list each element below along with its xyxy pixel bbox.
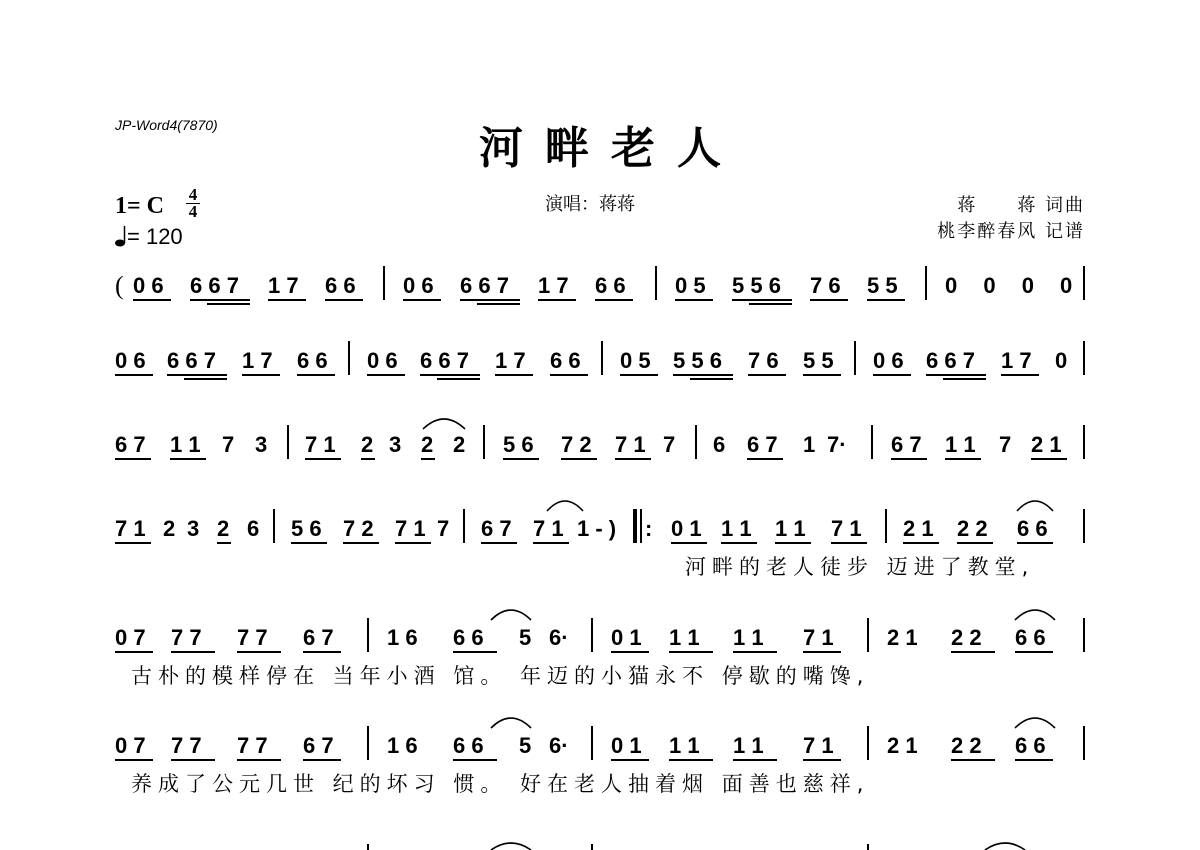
note-group: 0 5 <box>620 348 651 373</box>
note-group: 6 7 <box>303 733 334 758</box>
note-group: 1 <box>803 432 816 457</box>
score-row-6 <box>115 722 1085 796</box>
note-group: 7 1 <box>115 516 146 541</box>
slur-icon <box>543 493 587 513</box>
note-group: 6 6 <box>550 348 581 373</box>
note-group: 6 7 <box>891 432 922 457</box>
note-group: 1 1 <box>945 432 976 457</box>
note-group: 6 6 <box>1015 733 1046 758</box>
note-group: 7 6 <box>810 273 841 298</box>
note-group: 6 6 <box>453 733 484 758</box>
note-group: 6 6 <box>453 625 484 650</box>
note-group: 3 <box>389 432 402 457</box>
score-row-7 <box>115 838 1085 850</box>
note-group: 1 1 <box>170 432 201 457</box>
note-group: 2 1 <box>903 516 934 541</box>
slur-icon <box>487 602 535 622</box>
note-group: 7 1 <box>395 516 426 541</box>
note-group: 0 6 <box>367 348 398 373</box>
note-group: 0 6 <box>133 273 164 298</box>
score-row-4: 7 1 2 3 2 6 5 6 7 2 7 1 7 6 7 7 1 1 - ) : 0 1 1 1 1 1 7 1 2 1 2 2 6 6 河畔的老人徒步 迈进了教堂, <box>115 505 1085 553</box>
note-group: 6 6 <box>1015 625 1046 650</box>
lyric-line: 河畔的老人徒步 迈进了教堂, <box>685 555 1035 579</box>
slur-icon <box>1011 602 1059 622</box>
note-group: 7 6 <box>748 348 779 373</box>
note-group: 6 6 <box>297 348 328 373</box>
lyricist-composer: 蒋 蒋 词曲 <box>957 195 1085 216</box>
note-group: 0 6 <box>115 348 146 373</box>
note-group: 1 1 <box>733 625 764 650</box>
note-group: 7 2 <box>561 432 592 457</box>
note-group: 5 5 6 <box>673 348 722 373</box>
note-group: 1 6 <box>387 733 418 758</box>
note-group: 7 1 <box>533 516 564 541</box>
song-title: 河畔老人 <box>479 123 743 174</box>
note-group: 6· <box>549 733 569 758</box>
note-group: ( <box>115 271 124 300</box>
note-group: 0 7 <box>115 733 146 758</box>
note-group: 6 7 <box>747 432 778 457</box>
note-group: 6 <box>247 516 260 541</box>
slur-icon <box>1011 710 1059 730</box>
tempo-value: = 120 <box>127 224 183 249</box>
note-group: 1 7 <box>268 273 299 298</box>
note-group: 3 <box>187 516 200 541</box>
note-group: 0 1 <box>671 516 702 541</box>
note-group: 1 - ) <box>577 516 617 541</box>
note-group: 0 0 0 0 <box>945 273 1083 298</box>
note-group: 7 1 <box>803 733 834 758</box>
note-group: 2 <box>163 516 176 541</box>
note-group: 7 1 <box>305 432 336 457</box>
note-group: 6 <box>713 432 726 457</box>
note-group: 2 2 <box>957 516 988 541</box>
note-group: 2 1 <box>1031 432 1062 457</box>
score-row-5 <box>115 614 1085 688</box>
note-group: 6· <box>549 625 569 650</box>
note-group: 5 5 <box>803 348 834 373</box>
note-group: 1 7 <box>242 348 273 373</box>
note-group: 6 6 7 <box>460 273 509 298</box>
note-group: 0 5 <box>675 273 706 298</box>
lyric-line: 古朴的模样停在 当年小酒 馆。 年迈的小猫永不 停歇的嘴馋, <box>131 664 870 688</box>
note-group: 0 6 <box>403 273 434 298</box>
note-group: 0 1 <box>611 625 642 650</box>
note-group: 7 1 <box>831 516 862 541</box>
note-group: 1 1 <box>721 516 752 541</box>
note-group: 7 7 <box>171 733 202 758</box>
transcriber: 桃李醉春风 记谱 <box>937 221 1085 242</box>
note-group: 0 <box>1055 348 1068 373</box>
note-group: 0 6 <box>873 348 904 373</box>
note-group: 5 <box>519 733 532 758</box>
note-group: 2 2 <box>951 733 982 758</box>
slur-icon <box>487 710 535 730</box>
note-group: 2 <box>453 432 466 457</box>
note-group: 2 <box>421 432 434 457</box>
note-group: 5 6 <box>503 432 534 457</box>
note-group: 2 <box>361 432 374 457</box>
note-group: 7 2 <box>343 516 374 541</box>
score-row-3 <box>115 421 1085 469</box>
note-group: 6 6 <box>325 273 356 298</box>
note-group: 7 1 <box>615 432 646 457</box>
note-group: 7 <box>222 432 235 457</box>
note-group: 1 6 <box>387 625 418 650</box>
note-group: 2 <box>217 516 230 541</box>
note-group: 7 <box>663 432 676 457</box>
note-group: 1 1 <box>733 733 764 758</box>
note-group: 1 1 <box>775 516 806 541</box>
note-group: 2 2 <box>951 625 982 650</box>
note-group: 1 7 <box>538 273 569 298</box>
note-group: 2 1 <box>887 733 918 758</box>
note-group: 6 6 7 <box>420 348 469 373</box>
slur-icon <box>419 411 469 431</box>
quarter-note-icon <box>115 225 127 247</box>
note-group: 6 6 7 <box>190 273 239 298</box>
lyric-line: 养成了公元几世 纪的坏习 惯。 好在老人抽着烟 面善也慈祥, <box>131 772 870 796</box>
software-label: JP-Word4(7870) <box>115 117 218 133</box>
credits <box>937 193 1085 245</box>
slur-icon <box>1013 493 1057 513</box>
note-group: 6 6 <box>1017 516 1048 541</box>
note-group: 7· <box>827 432 847 457</box>
score-row-2 <box>115 337 1085 385</box>
note-group: 5 5 <box>867 273 898 298</box>
slur-icon <box>487 838 535 850</box>
note-group: 2 1 <box>887 625 918 650</box>
time-signature <box>186 185 200 221</box>
note-group: 6 7 <box>303 625 334 650</box>
note-group: 7 7 <box>237 625 268 650</box>
note-group: 1 7 <box>495 348 526 373</box>
singer-credit: 演唱：蒋蒋 <box>545 194 635 215</box>
note-group: 5 <box>519 625 532 650</box>
note-group: 0 1 <box>611 733 642 758</box>
note-group: 5 5 6 <box>732 273 781 298</box>
note-group: 7 1 <box>803 625 834 650</box>
note-group: 7 <box>999 432 1012 457</box>
note-group: 0 7 <box>115 625 146 650</box>
score-row-1 <box>115 262 1085 310</box>
note-group: 7 7 <box>237 733 268 758</box>
time-signature-bottom: 4 <box>188 202 198 221</box>
key-signature: 1= C <box>115 193 165 219</box>
note-group: 7 <box>437 516 450 541</box>
note-group: 3 <box>255 432 268 457</box>
note-group: 6 6 7 <box>926 348 975 373</box>
time-signature-top: 4 <box>188 185 198 204</box>
note-group: 6 6 <box>595 273 626 298</box>
slur-icon <box>981 838 1029 850</box>
note-group: 5 6 <box>291 516 322 541</box>
note-group: 6 7 <box>481 516 512 541</box>
note-group: 1 1 <box>669 625 700 650</box>
note-group: 7 7 <box>171 625 202 650</box>
note-group: 1 7 <box>1001 348 1032 373</box>
note-group: 6 7 <box>115 432 146 457</box>
note-group: 1 1 <box>669 733 700 758</box>
note-group: 6 6 7 <box>167 348 216 373</box>
tempo-marking <box>115 224 183 250</box>
